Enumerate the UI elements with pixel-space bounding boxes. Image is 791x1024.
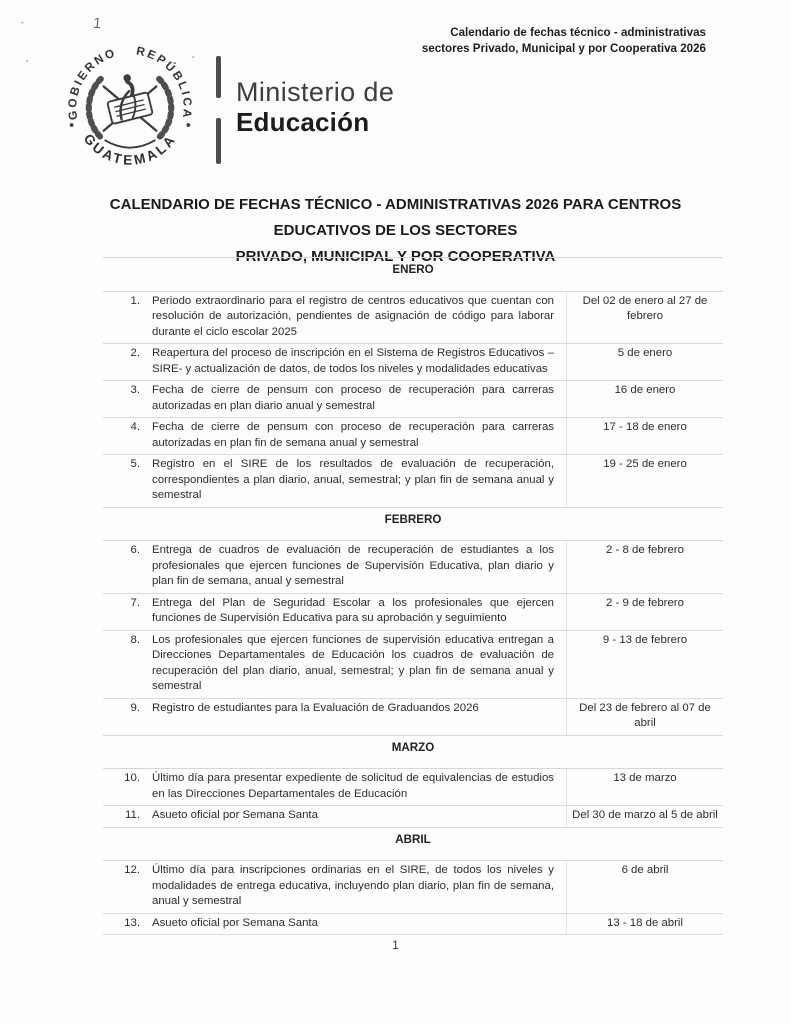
item-date: 13 - 18 de abril (567, 913, 724, 935)
seal-dot-right (186, 123, 190, 127)
calendar-row (103, 381, 723, 418)
item-number: 11. (103, 806, 151, 828)
item-number: 2. (103, 344, 151, 381)
scroll-icon (107, 92, 153, 124)
item-number: 9. (103, 698, 151, 735)
item-number: 4. (103, 418, 151, 455)
item-date: 6 de abril (567, 861, 724, 914)
item-date: 17 - 18 de enero (567, 418, 724, 455)
ministry-name-top: Ministerio de (236, 76, 395, 107)
seal-dot-left (70, 123, 74, 127)
item-number: 8. (103, 630, 151, 698)
item-description: Entrega de cuadros de evaluación de recuperación de estudiantes a los profesionales que ejercen funciones de Supervisión Educativa, plan diario y plan fin de semana, anual y semestral (151, 541, 567, 594)
calendar-row (103, 913, 723, 935)
item-date: 19 - 25 de enero (567, 455, 724, 508)
item-date: 13 de marzo (567, 769, 724, 806)
ministry-name-bottom: Educación (236, 106, 370, 137)
scan-artifact: . (25, 49, 30, 66)
scan-artifact: 1 (92, 14, 102, 33)
item-number: 10. (103, 769, 151, 806)
seal-text-republica: REPÚBLICA (135, 44, 194, 121)
item-description: Fecha de cierre de pensum con proceso de recuperación para carreras autorizadas en plan diario anual y semestral (151, 381, 567, 418)
scan-artifact: ` (19, 18, 30, 35)
calendar-row (103, 769, 723, 806)
calendar-row (103, 455, 723, 508)
item-date: Del 30 de marzo al 5 de abril (567, 806, 724, 828)
item-description: Asueto oficial por Semana Santa (151, 913, 567, 935)
item-description: Periodo extraordinario para el registro de centros educativos que cuentan con resolución de autorización, pendientes de asignación de código para laborar durante el ciclo escolar 2025 (151, 291, 567, 344)
calendar-row (103, 698, 723, 735)
calendar-row (103, 541, 723, 594)
seal-text-gobierno: GOBIERNO (66, 46, 119, 121)
ministry-wordmark (236, 77, 394, 144)
header-line-2: sectores Privado, Municipal y por Cooperativa 2026 (421, 42, 706, 55)
svg-text:GUATEMALA (81, 131, 180, 168)
month-section (103, 507, 723, 735)
month-header: ENERO (103, 258, 723, 292)
wreath-right (159, 79, 171, 137)
calendar-table (103, 257, 723, 935)
item-date: 9 - 13 de febrero (567, 630, 724, 698)
page-number: 1 (392, 938, 399, 952)
title-line-1: CALENDARIO DE FECHAS TÉCNICO - ADMINISTRATIVAS 2026 PARA CENTROS (109, 196, 682, 213)
month-header: MARZO (103, 735, 723, 769)
title-line-3: PRIVADO, MUNICIPAL Y POR COOPERATIVA (235, 248, 556, 265)
item-number: 12. (103, 861, 151, 914)
calendar-row (103, 861, 723, 914)
wreath-left (89, 79, 101, 137)
item-date: 5 de enero (567, 344, 724, 381)
document-header (422, 25, 706, 57)
item-description: Asueto oficial por Semana Santa (151, 806, 567, 828)
seal-text-guatemala: GUATEMALA (80, 131, 180, 168)
calendar-row (103, 593, 723, 630)
calendar-row (103, 418, 723, 455)
calendar-row (103, 344, 723, 381)
calendar-row (103, 630, 723, 698)
wreath-base (105, 140, 156, 148)
item-date: 2 - 8 de febrero (567, 541, 724, 594)
month-section (103, 258, 723, 508)
calendar-row (103, 806, 723, 828)
month-header: FEBRERO (103, 507, 723, 541)
calendar-row (103, 291, 723, 344)
item-number: 7. (103, 593, 151, 630)
item-date: Del 23 de febrero al 07 de abril (567, 698, 724, 735)
guatemala-seal-icon (50, 40, 210, 180)
item-description: Entrega del Plan de Seguridad Escolar a los profesionales que ejercen funciones de Supervisión Educativa para su aprobación y seguimiento (151, 593, 567, 630)
item-description: Fecha de cierre de pensum con proceso de recuperación para carreras autorizadas en plan fin de semana anual y semestral (151, 418, 567, 455)
item-number: 1. (103, 291, 151, 344)
mineduc-logo (50, 40, 394, 180)
scan-artifact: . (191, 45, 196, 62)
item-description: Último día para presentar expediente de solicitud de equivalencias de estudios en las Direcciones Departamentales de Educación (151, 769, 567, 806)
month-section (103, 735, 723, 827)
item-date: 2 - 9 de febrero (567, 593, 724, 630)
item-description: Reapertura del proceso de inscripción en el Sistema de Registros Educativos – SIRE- y actualización de datos, de todos los niveles y modalidades educativas (151, 344, 567, 381)
item-description: Los profesionales que ejercen funciones de supervisión educativa entregan a Direcciones Departamentales de Educación los cuadros de evaluación de recuperación del plan diario, anual, semestral; y plan fin de semana anual y semestral (151, 630, 567, 698)
item-number: 3. (103, 381, 151, 418)
item-description: Último día para inscripciones ordinarias en el SIRE, de todos los niveles y modalidades de entrega educativa, incluyendo plan diario, plan fin de semana, anual y semestral (151, 861, 567, 914)
item-date: 16 de enero (567, 381, 724, 418)
title-line-2: EDUCATIVOS DE LOS SECTORES (273, 222, 518, 239)
item-description: Registro de estudiantes para la Evaluación de Graduandos 2026 (151, 698, 567, 735)
header-line-1: Calendario de fechas técnico - administrativas (450, 26, 706, 39)
item-description: Registro en el SIRE de los resultados de evaluación de recuperación, correspondientes a plan diario, anual, semestral; y plan fin de semana anual y semestral (151, 455, 567, 508)
item-date: Del 02 de enero al 27 de febrero (567, 291, 724, 344)
month-header: ABRIL (103, 827, 723, 861)
month-section (103, 827, 723, 935)
item-number: 13. (103, 913, 151, 935)
logo-divider (216, 56, 221, 164)
item-number: 6. (103, 541, 151, 594)
item-number: 5. (103, 455, 151, 508)
